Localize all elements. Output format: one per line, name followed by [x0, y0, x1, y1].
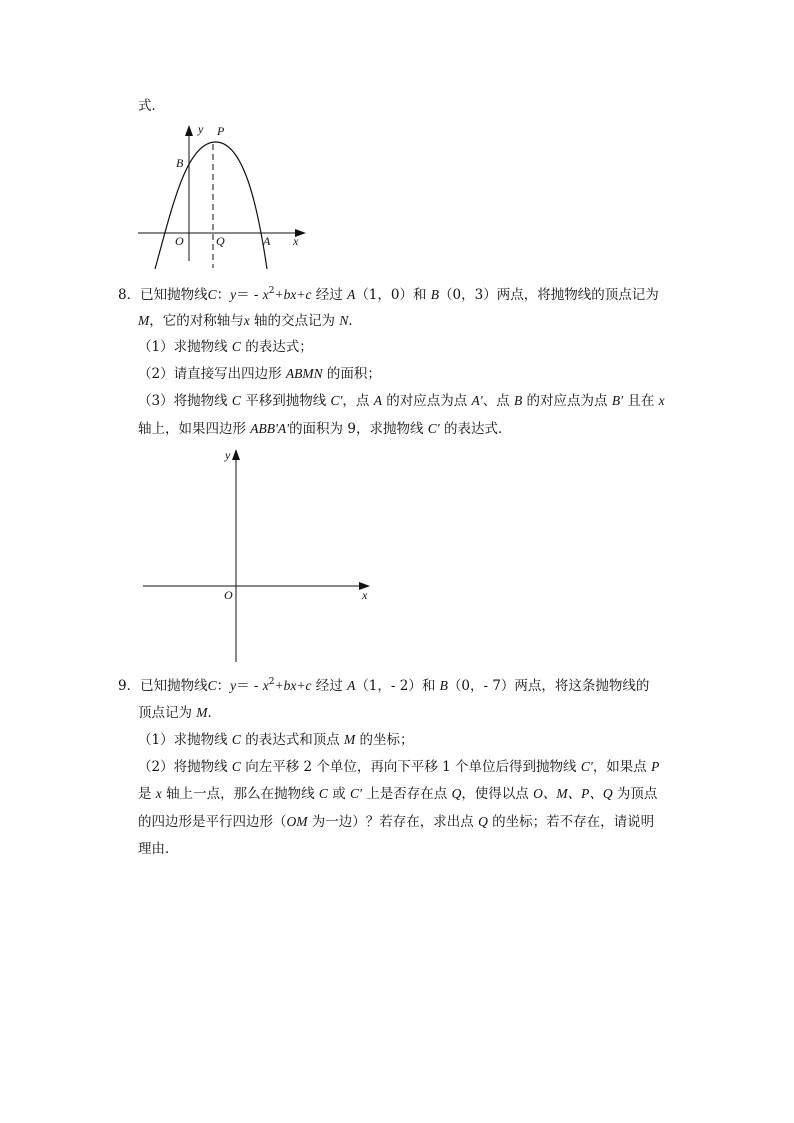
label-x: x	[293, 234, 299, 248]
q8-part3-line2: 轴上，如果四边形 ABB'A'的面积为 9，求抛物线 C′ 的表达式．	[138, 421, 512, 437]
label-A: A	[263, 234, 271, 248]
q8-part1: （1）求抛物线 C 的表达式；	[138, 339, 313, 355]
q8-part2: （2）请直接写出四边形 ABMN 的面积；	[138, 366, 381, 382]
y-axis-arrow	[232, 449, 240, 460]
q9-part2-line3: 的四边形是平行四边形（OM 为一边）？若存在，求出点 Q 的坐标；若不存在，请说明	[138, 814, 655, 830]
blank-axes-figure	[138, 444, 378, 666]
q9-line1: 9．已知抛物线C：$y= - x^2+bx+c$ 经过 A（1，- 2）和 B（0，- 7）两点，将这条抛物线的	[118, 677, 650, 694]
q9-line2: 顶点记为 M．	[138, 705, 222, 721]
q8-line2: M，它的对称轴与x 轴的交点记为 N．	[138, 313, 362, 329]
label-y: y	[198, 122, 204, 136]
parabola-figure	[130, 118, 320, 273]
q9-part2-line2: 是 x 轴上一点，那么在抛物线 C 或 C′ 上是否存在点 Q，使得以点 O、M、P、Q 为顶点	[138, 786, 658, 802]
label-O: O	[224, 588, 233, 602]
label-O: O	[175, 234, 184, 248]
q8-line1: 8．已知抛物线C：$y= - x^2+bx+c$ 经过 A（1，0）和 B（0，3）两点，将抛物线的顶点记为	[118, 286, 659, 303]
label-Q: Q	[216, 234, 225, 248]
parabola-curve	[155, 142, 267, 269]
label-P: P	[217, 124, 225, 138]
previous-question-tail: 式．	[138, 98, 165, 114]
q9-part2-line1: （2）将抛物线 C 向左平移 2 个单位，再向下平移 1 个单位后得到抛物线 C′，如果点 P	[138, 759, 660, 775]
q8-part3-line1: （3）将抛物线 C 平移到抛物线 C'，点 A 的对应点为点 A'、点 B 的对应点为点 B′ 且在 x	[138, 393, 665, 409]
q9-part1: （1）求抛物线 C 的表达式和顶点 M 的坐标；	[138, 732, 414, 748]
label-x: x	[362, 588, 368, 602]
label-B: B	[176, 156, 184, 170]
y-axis-arrow	[185, 125, 193, 136]
q9-part2-line4: 理由．	[138, 841, 179, 857]
label-y: y	[225, 448, 231, 462]
